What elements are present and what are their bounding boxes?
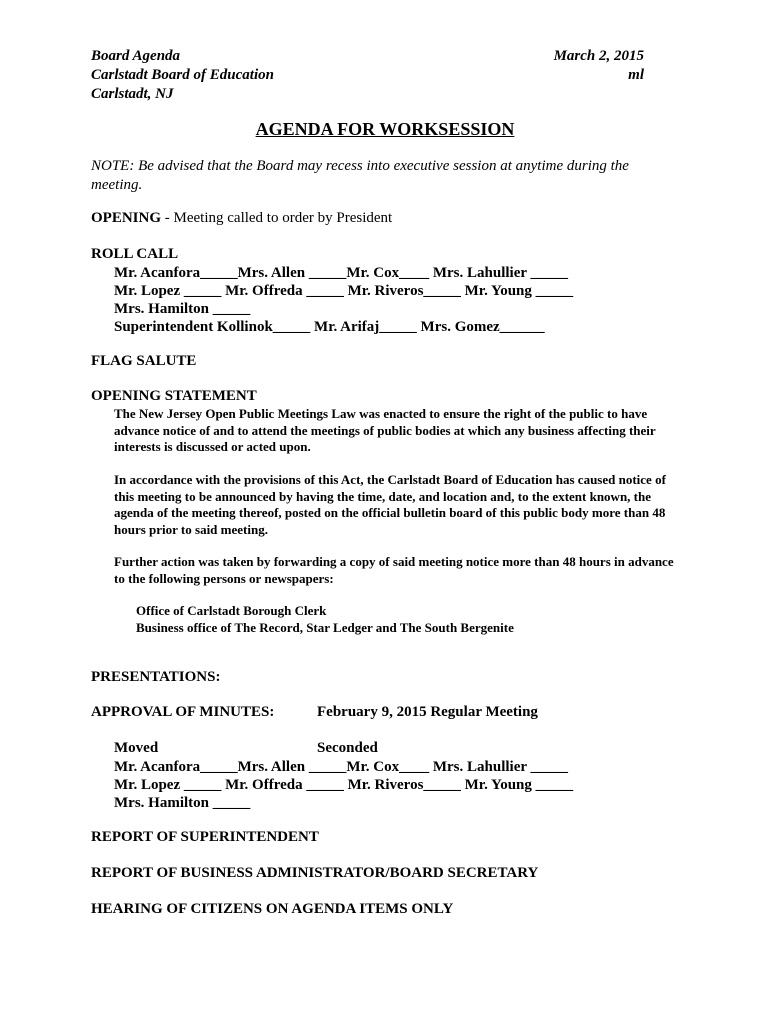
header-right: [554, 47, 644, 85]
opening-statement-paragraph: In accordance with the provisions of this Act, the Carlstadt Board of Education has caused notice of this meeting to be announced by having the time, date, and location and, to the extent known, the agenda of the meeting thereof, posted on the official bulletin board of this public body more than 48 hours prior to said meeting.: [114, 472, 666, 537]
report-business-admin-heading: REPORT OF BUSINESS ADMINISTRATOR/BOARD SECRETARY: [91, 865, 539, 881]
roll-call-line: Superintendent Kollinok_____ Mr. Arifaj_____ Mrs. Gomez______: [114, 319, 545, 335]
roll-call-line: Mr. Acanfora_____Mrs. Allen _____Mr. Cox____ Mrs. Lahullier _____: [114, 265, 568, 281]
header-line-location: Carlstadt, NJ: [91, 86, 174, 102]
approval-item: February 9, 2015 Regular Meeting: [317, 704, 538, 720]
header-line-board-name: Carlstadt Board of Education: [91, 67, 274, 83]
opening-text: - Meeting called to order by President: [161, 210, 393, 226]
notice-recipients: [136, 603, 514, 636]
header-left: [91, 47, 274, 104]
approval-heading: APPROVAL OF MINUTES:: [91, 704, 275, 720]
roll-call-list: [114, 264, 573, 336]
roll-call-line: Mrs. Hamilton _____: [114, 301, 251, 317]
opening-label: OPENING: [91, 210, 162, 226]
vote-line: Mr. Lopez _____ Mr. Offreda _____ Mr. Riveros_____ Mr. Young _____: [114, 777, 574, 793]
header-date: March 2, 2015: [553, 48, 644, 64]
opening-statement-paragraph: Further action was taken by forwarding a copy of said meeting notice more than 48 hours in advance to the following persons or newspapers:: [114, 554, 674, 586]
recipient-item: Office of Carlstadt Borough Clerk: [136, 603, 327, 618]
roll-call-line: Mr. Lopez _____ Mr. Offreda _____ Mr. Riveros_____ Mr. Young _____: [114, 283, 574, 299]
opening-statement-heading: OPENING STATEMENT: [91, 388, 257, 404]
opening-line: [91, 210, 392, 227]
report-superintendent-heading: REPORT OF SUPERINTENDENT: [91, 829, 319, 845]
approval-vote-list: [114, 758, 573, 812]
opening-statement-paragraph: The New Jersey Open Public Meetings Law was enacted to ensure the right of the public to have advance notice of and to attend the meetings of public bodies at which any business affecting their interests is discussed or acted upon.: [114, 406, 656, 454]
moved-label: Moved: [114, 740, 159, 756]
hearing-of-citizens-heading: HEARING OF CITIZENS ON AGENDA ITEMS ONLY: [91, 901, 454, 917]
presentations-heading: PRESENTATIONS:: [91, 669, 221, 685]
flag-salute-heading: FLAG SALUTE: [91, 353, 197, 369]
vote-line: Mrs. Hamilton _____: [114, 795, 251, 811]
note-text: NOTE: Be advised that the Board may recess into executive session at anytime during the meeting.: [91, 158, 629, 193]
header-line-board-agenda: Board Agenda: [91, 48, 181, 64]
recipient-item: Business office of The Record, Star Ledger and The South Bergenite: [136, 619, 514, 635]
seconded-label: Seconded: [317, 740, 378, 756]
header-initials: ml: [628, 67, 644, 83]
vote-line: Mr. Acanfora_____Mrs. Allen _____Mr. Cox____ Mrs. Lahullier _____: [114, 759, 568, 775]
roll-call-heading: ROLL CALL: [91, 246, 179, 262]
page-title: AGENDA FOR WORKSESSION: [255, 119, 515, 139]
